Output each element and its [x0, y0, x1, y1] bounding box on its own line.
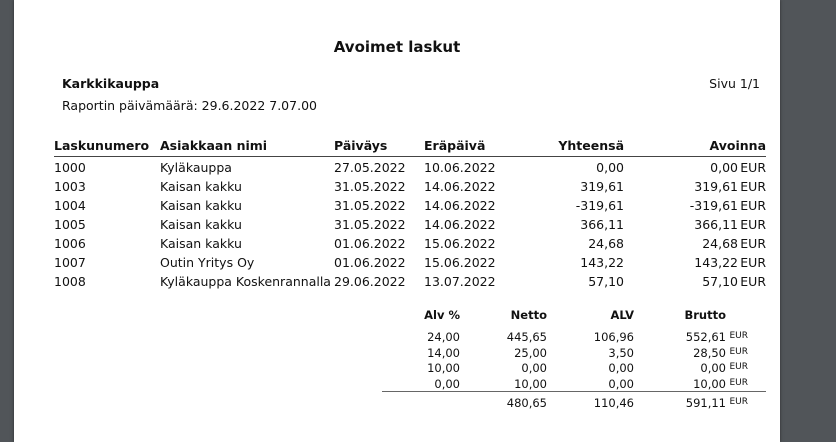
open-amount: 0,00	[710, 160, 738, 175]
total-amount: 366,11	[580, 217, 624, 232]
due-date: 14.06.2022	[424, 198, 496, 213]
header-gross: Brutto	[684, 308, 726, 322]
vat-rate: 0,00	[434, 376, 460, 391]
invoice-date: 31.05.2022	[334, 179, 406, 194]
header-total: Yhteensä	[558, 138, 624, 153]
invoice-number: 1004	[54, 198, 86, 213]
vat-row	[382, 328, 766, 344]
vat-rate: 24,00	[427, 330, 460, 344]
total-amount: -319,61	[575, 198, 624, 213]
gross-amount: 552,61	[685, 330, 726, 344]
report-page	[14, 0, 780, 442]
invoice-date: 27.05.2022	[334, 160, 406, 175]
currency: EUR	[740, 198, 766, 213]
invoice-date: 31.05.2022	[334, 198, 406, 213]
table-row	[54, 215, 766, 234]
table-row	[54, 272, 766, 291]
invoice-number: 1000	[54, 160, 86, 175]
invoice-date: 01.06.2022	[334, 236, 406, 251]
customer-name: Outin Yritys Oy	[160, 255, 255, 270]
vat-amount: 106,96	[593, 330, 634, 344]
report-title: Avoimet laskut	[333, 38, 461, 56]
vat-total: 110,46	[593, 396, 634, 410]
net-total: 480,65	[506, 396, 547, 410]
due-date: 14.06.2022	[424, 217, 496, 232]
report-date: Raportin päivämäärä: 29.6.2022 7.07.00	[62, 98, 317, 113]
currency: EUR	[740, 255, 766, 270]
invoice-table-header	[54, 136, 766, 157]
due-date: 10.06.2022	[424, 160, 496, 175]
vat-amount: 3,50	[608, 345, 634, 360]
vat-summary-table	[382, 306, 766, 410]
due-date: 15.06.2022	[424, 236, 496, 251]
due-date: 15.06.2022	[424, 255, 496, 270]
header-date: Päiväys	[334, 138, 388, 153]
invoice-date: 29.06.2022	[334, 274, 406, 289]
currency: EUR	[740, 236, 766, 251]
invoice-table	[54, 136, 766, 291]
vat-amount: 0,00	[608, 361, 634, 375]
invoice-date: 01.06.2022	[334, 255, 406, 270]
customer-name: Kaisan kakku	[160, 236, 242, 251]
header-due-date: Eräpäivä	[424, 138, 486, 153]
total-amount: 319,61	[580, 179, 624, 194]
currency: EUR	[729, 397, 748, 407]
customer-name: Kaisan kakku	[160, 198, 242, 213]
gross-total: 591,11	[685, 396, 726, 410]
currency: EUR	[740, 274, 766, 289]
total-amount: 143,22	[580, 255, 624, 270]
vat-row	[382, 344, 766, 360]
header-invoice-number: Laskunumero	[54, 138, 150, 153]
company-name: Karkkikauppa	[62, 76, 160, 91]
currency: EUR	[729, 377, 748, 388]
net-amount: 10,00	[514, 376, 547, 391]
open-amount: 143,22	[694, 255, 738, 270]
open-amount: 57,10	[702, 274, 738, 289]
gross-amount: 0,00	[700, 361, 726, 375]
page-number: Sivu 1/1	[709, 76, 760, 91]
invoice-date: 31.05.2022	[334, 217, 406, 232]
currency: EUR	[740, 179, 766, 194]
header-open: Avoinna	[709, 138, 766, 153]
currency: EUR	[740, 160, 766, 175]
net-amount: 445,65	[506, 330, 547, 344]
table-row	[54, 196, 766, 215]
customer-name: Kaisan kakku	[160, 179, 242, 194]
open-amount: 24,68	[702, 236, 738, 251]
vat-rate: 14,00	[427, 345, 460, 360]
gross-amount: 28,50	[693, 345, 726, 360]
vat-row	[382, 359, 766, 375]
invoice-number: 1005	[54, 217, 86, 232]
vat-row	[382, 375, 766, 391]
currency: EUR	[740, 217, 766, 232]
currency: EUR	[729, 362, 748, 372]
vat-total-row	[382, 394, 766, 410]
vat-amount: 0,00	[608, 376, 634, 391]
header-customer-name: Asiakkaan nimi	[160, 138, 268, 153]
total-amount: 24,68	[588, 236, 624, 251]
header-vat: ALV	[610, 308, 634, 322]
due-date: 13.07.2022	[424, 274, 496, 289]
open-amount: -319,61	[689, 198, 738, 213]
total-divider	[382, 391, 766, 392]
open-amount: 319,61	[694, 179, 738, 194]
due-date: 14.06.2022	[424, 179, 496, 194]
total-amount: 0,00	[596, 160, 624, 175]
customer-name: Kaisan kakku	[160, 217, 242, 232]
table-row	[54, 177, 766, 196]
header-net: Netto	[510, 308, 547, 322]
invoice-number: 1008	[54, 274, 86, 289]
net-amount: 25,00	[514, 345, 547, 360]
invoice-number: 1006	[54, 236, 86, 251]
header-vat-rate: Alv %	[424, 308, 460, 322]
table-row	[54, 234, 766, 253]
invoice-number: 1007	[54, 255, 86, 270]
net-amount: 0,00	[521, 361, 547, 375]
customer-name: Kyläkauppa Koskenrannalla	[160, 274, 331, 289]
currency: EUR	[729, 331, 748, 341]
table-row	[54, 253, 766, 272]
customer-name: Kyläkauppa	[160, 160, 232, 175]
total-amount: 57,10	[588, 274, 624, 289]
gross-amount: 10,00	[693, 376, 726, 391]
table-row	[54, 158, 766, 177]
vat-rate: 10,00	[427, 361, 460, 375]
invoice-number: 1003	[54, 179, 86, 194]
currency: EUR	[729, 346, 748, 357]
vat-summary-header	[382, 306, 766, 328]
open-amount: 366,11	[694, 217, 738, 232]
